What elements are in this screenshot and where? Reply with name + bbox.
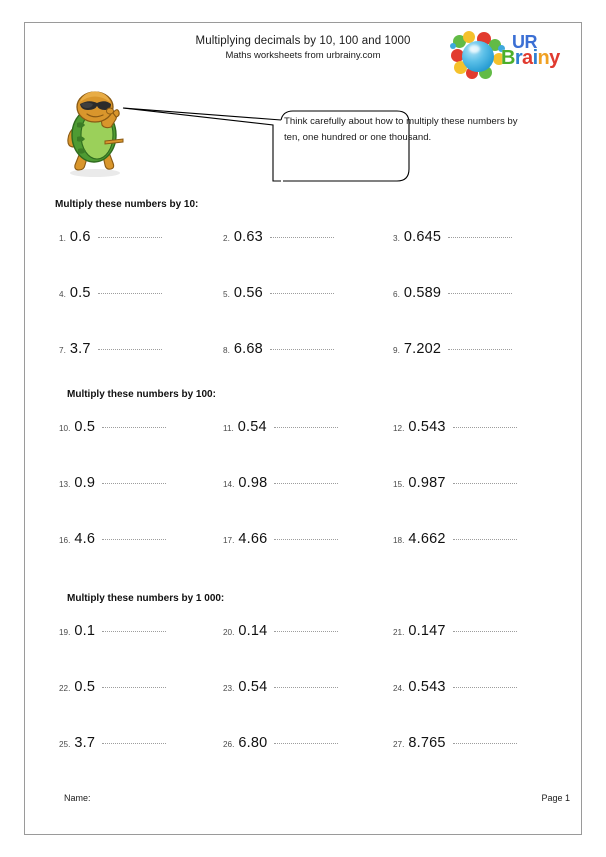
question-number: 20 . [223, 628, 234, 637]
logo-brainy-text: Brainy [501, 47, 560, 69]
question-value: 3.7 [69, 341, 91, 357]
question-item [223, 623, 338, 639]
question-item [59, 341, 162, 357]
question-value: 6.80 [238, 735, 268, 751]
question-number: 8 . [223, 346, 230, 355]
question-value: 0.6 [69, 229, 91, 245]
answer-blank[interactable] [274, 743, 338, 744]
question-value: 0.543 [408, 419, 446, 435]
question-item [223, 679, 338, 695]
logo-wordmark [501, 33, 579, 81]
answer-blank[interactable] [453, 743, 517, 744]
logo-orb-icon [451, 31, 507, 83]
question-value: 0.1 [74, 623, 96, 639]
question-item [223, 735, 338, 751]
question-number: 16 . [59, 536, 70, 545]
section-multiply-by-1000 [25, 593, 581, 751]
question-item [393, 531, 517, 547]
question-number: 6 . [393, 290, 400, 299]
question-value: 0.645 [403, 229, 442, 245]
question-item [59, 229, 162, 245]
question-value: 4.6 [74, 531, 96, 547]
question-item [59, 475, 166, 491]
question-value: 4.662 [408, 531, 446, 547]
answer-blank[interactable] [453, 539, 517, 540]
question-value: 4.66 [238, 531, 268, 547]
question-number: 13 . [59, 480, 70, 489]
question-value: 0.98 [238, 475, 268, 491]
answer-blank[interactable] [274, 687, 338, 688]
question-item [223, 285, 334, 301]
question-number: 15 . [393, 480, 404, 489]
question-number: 25 . [59, 740, 70, 749]
answer-blank[interactable] [453, 631, 517, 632]
answer-blank[interactable] [270, 237, 334, 238]
answer-blank[interactable] [98, 349, 162, 350]
answer-blank[interactable] [453, 687, 517, 688]
question-number: 2 . [223, 234, 230, 243]
question-number: 23 . [223, 684, 234, 693]
answer-blank[interactable] [274, 631, 338, 632]
question-item [393, 229, 512, 245]
answer-blank[interactable] [448, 237, 512, 238]
question-value: 7.202 [403, 341, 442, 357]
answer-blank[interactable] [270, 293, 334, 294]
question-number: 26 . [223, 740, 234, 749]
logo-ur-text: UR [512, 32, 537, 52]
question-number: 5 . [223, 290, 230, 299]
question-value: 0.987 [408, 475, 446, 491]
question-number: 11 . [223, 424, 234, 433]
answer-blank[interactable] [453, 427, 517, 428]
question-item [223, 229, 334, 245]
answer-blank[interactable] [102, 687, 166, 688]
section-multiply-by-100 [25, 389, 581, 547]
question-value: 0.9 [74, 475, 96, 491]
question-item [223, 341, 334, 357]
section-multiply-by-10 [25, 199, 581, 357]
question-item [393, 419, 517, 435]
question-value: 0.63 [233, 229, 263, 245]
question-item [59, 285, 162, 301]
question-value: 0.54 [237, 419, 267, 435]
question-item [393, 679, 517, 695]
question-value: 6.68 [233, 341, 263, 357]
question-number: 21 . [393, 628, 404, 637]
question-item [223, 475, 338, 491]
answer-blank[interactable] [448, 349, 512, 350]
answer-blank[interactable] [102, 427, 166, 428]
urbrainy-logo [451, 29, 579, 85]
question-value: 0.54 [238, 679, 268, 695]
question-item [59, 531, 166, 547]
question-value: 0.14 [238, 623, 268, 639]
answer-blank[interactable] [274, 539, 338, 540]
question-value: 0.56 [233, 285, 263, 301]
question-value: 3.7 [74, 735, 96, 751]
answer-blank[interactable] [448, 293, 512, 294]
answer-blank[interactable] [98, 237, 162, 238]
answer-blank[interactable] [274, 427, 338, 428]
question-value: 0.543 [408, 679, 446, 695]
question-item [393, 341, 512, 357]
question-number: 3 . [393, 234, 400, 243]
answer-blank[interactable] [102, 483, 166, 484]
question-item [393, 735, 517, 751]
question-number: 19 . [59, 628, 70, 637]
answer-blank[interactable] [102, 743, 166, 744]
question-item [393, 285, 512, 301]
question-number: 27 . [393, 740, 404, 749]
page-title: Multiplying decimals by 10, 100 and 1000 [195, 35, 411, 47]
question-number: 10 . [59, 424, 70, 433]
question-number: 1 . [59, 234, 66, 243]
question-item [59, 679, 166, 695]
question-value: 8.765 [408, 735, 446, 751]
question-number: 17 . [223, 536, 234, 545]
answer-blank[interactable] [453, 483, 517, 484]
question-number: 18 . [393, 536, 404, 545]
section-heading: Multiply these numbers by 10: [55, 199, 199, 210]
question-number: 4 . [59, 290, 66, 299]
section-heading: Multiply these numbers by 100: [67, 389, 216, 400]
page-number: Page 1 [541, 793, 570, 803]
section-heading: Multiply these numbers by 1 000: [67, 593, 225, 604]
question-item [223, 531, 338, 547]
answer-blank[interactable] [102, 631, 166, 632]
question-item [393, 475, 517, 491]
question-value: 0.147 [408, 623, 446, 639]
question-number: 7 . [59, 346, 66, 355]
question-number: 14 . [223, 480, 234, 489]
hint-text: Think carefully about how to multiply these numbers by ten, one hundred or one thousand. [284, 116, 518, 143]
worksheet-page [24, 22, 582, 835]
question-value: 0.5 [74, 419, 96, 435]
question-item [59, 735, 166, 751]
question-item [59, 419, 166, 435]
name-field-label[interactable]: Name: [64, 793, 91, 803]
question-item [59, 623, 166, 639]
question-value: 0.589 [403, 285, 442, 301]
answer-blank[interactable] [98, 293, 162, 294]
question-number: 24 . [393, 684, 404, 693]
question-number: 12 . [393, 424, 404, 433]
question-item [223, 419, 338, 435]
question-value: 0.5 [74, 679, 96, 695]
answer-blank[interactable] [270, 349, 334, 350]
answer-blank[interactable] [102, 539, 166, 540]
question-item [393, 623, 517, 639]
question-number: 22 . [59, 684, 70, 693]
question-value: 0.5 [69, 285, 91, 301]
question-number: 9 . [393, 346, 400, 355]
answer-blank[interactable] [274, 483, 338, 484]
page-subtitle: Maths worksheets from urbrainy.com [225, 50, 381, 61]
